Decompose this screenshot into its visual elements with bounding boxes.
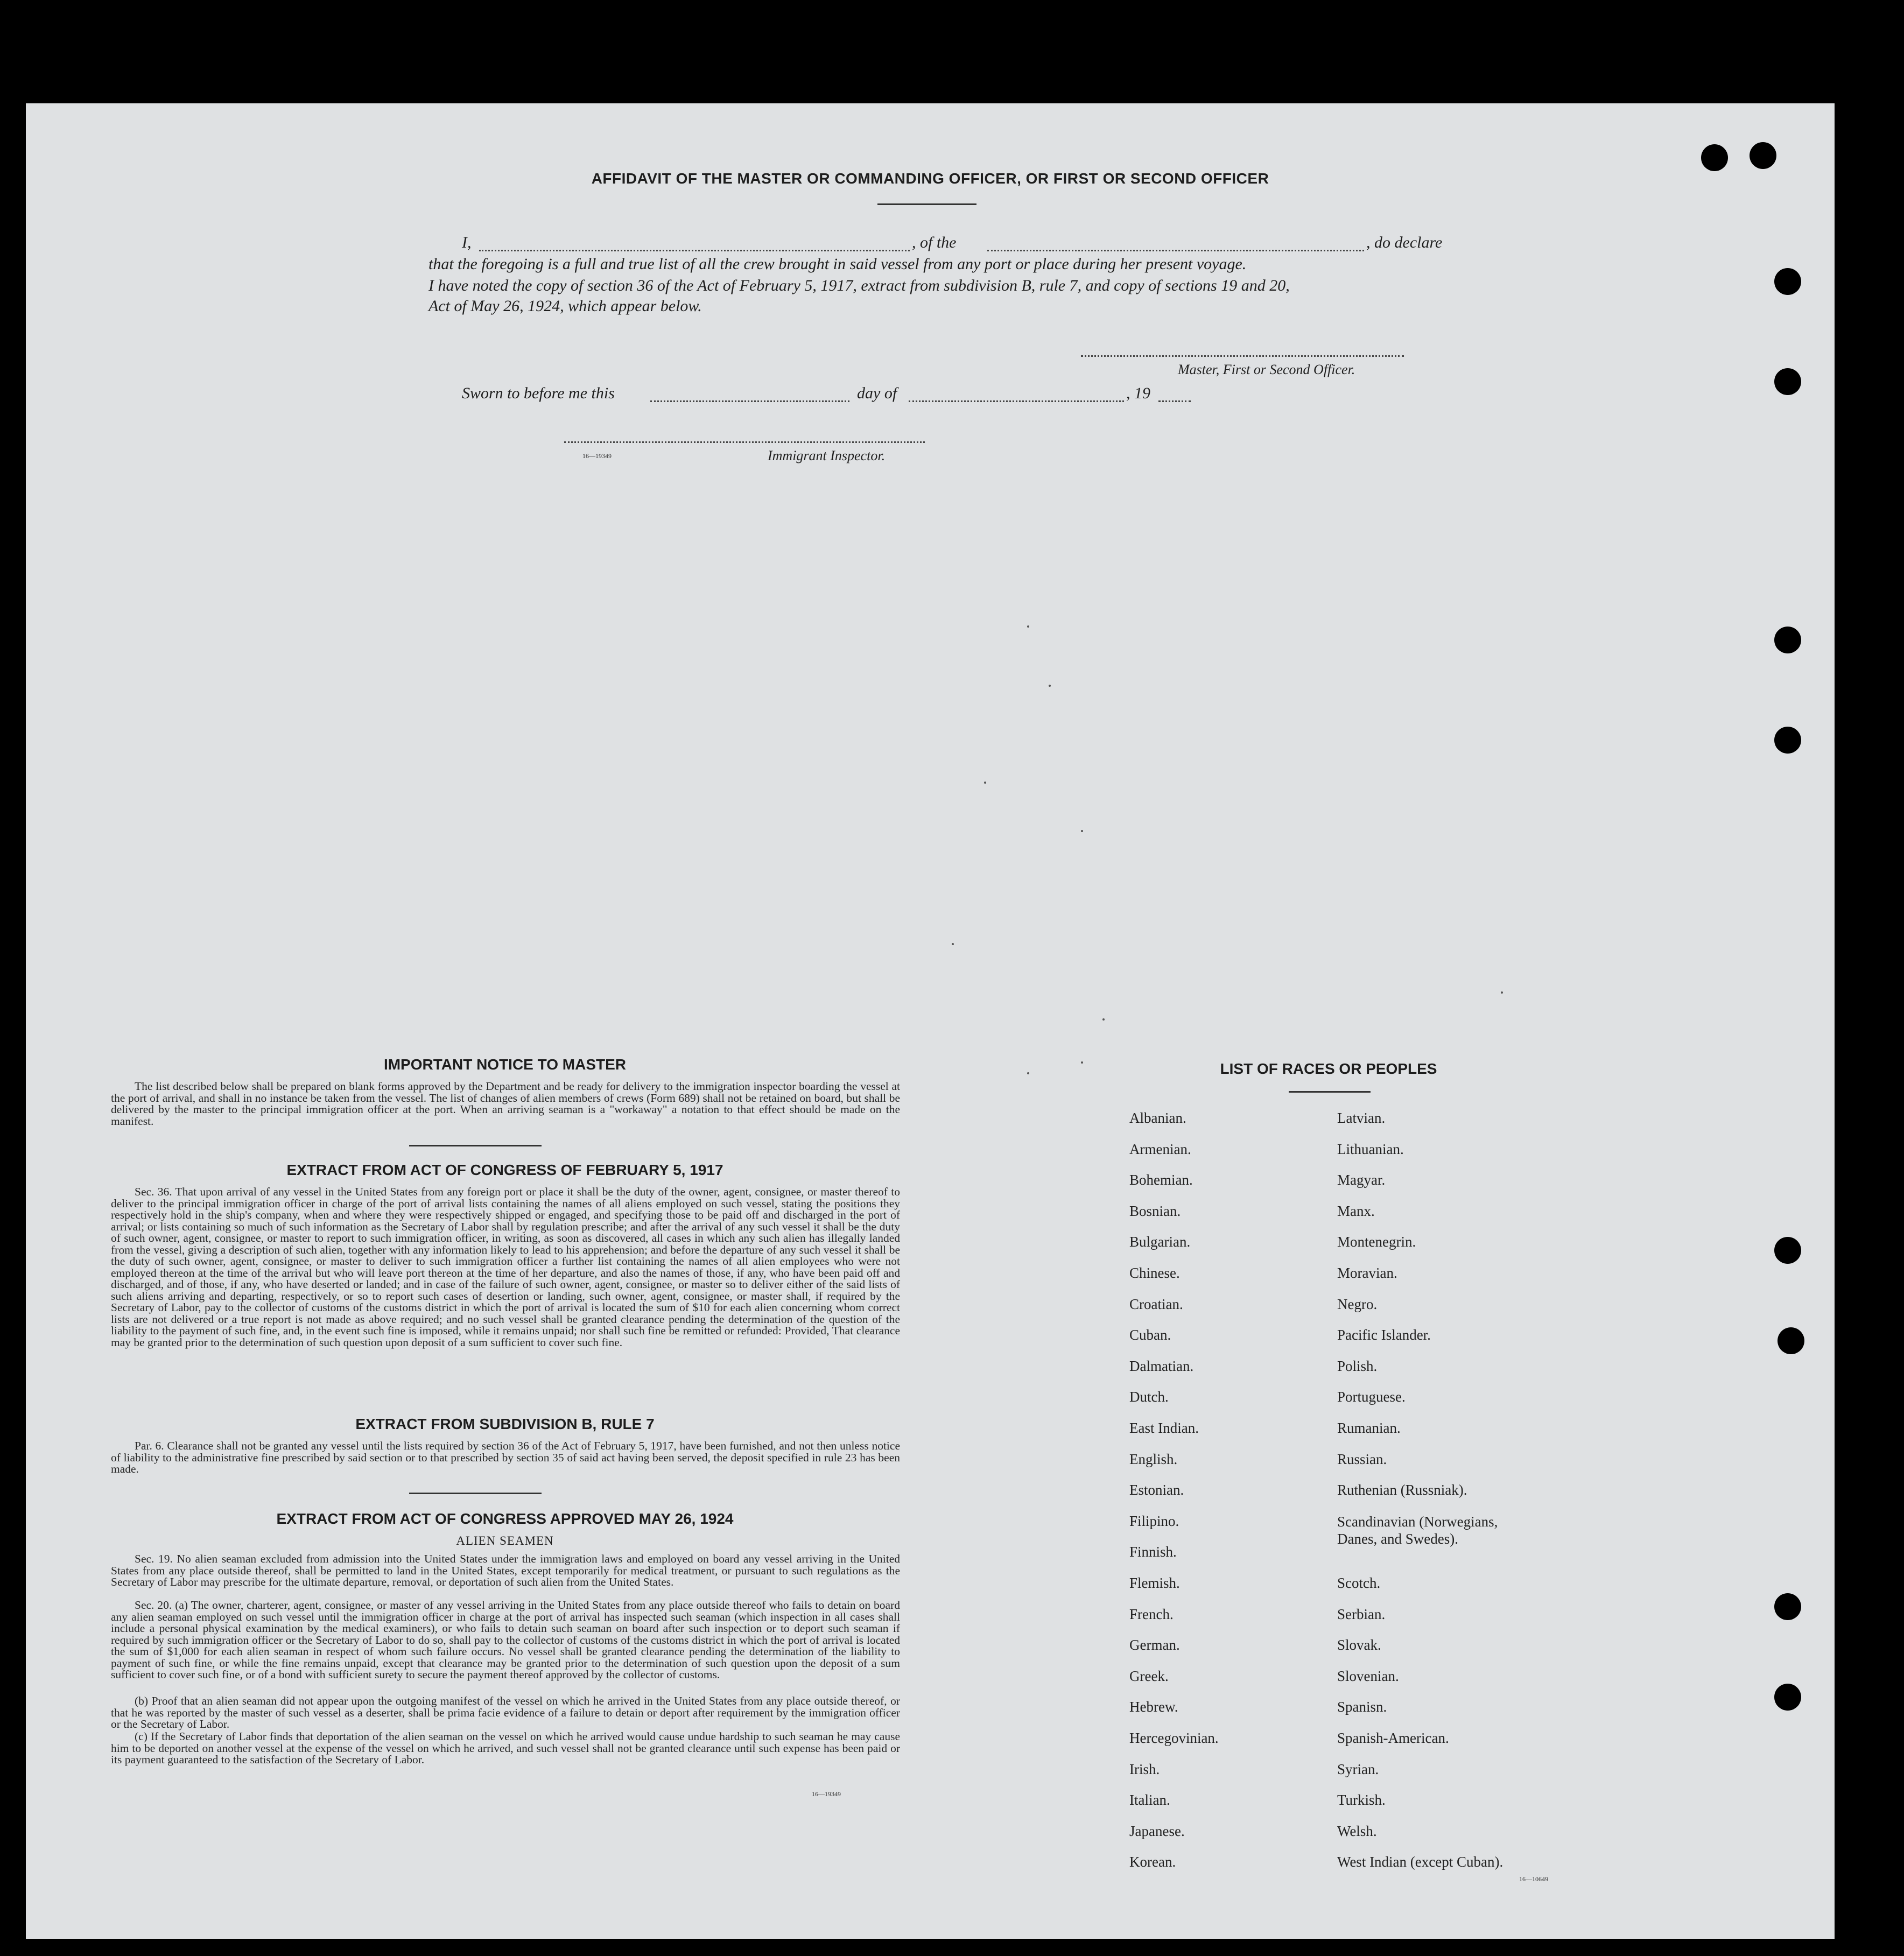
- extract-form-number: 16—19349: [812, 1790, 841, 1798]
- race-item: Hebrew.: [1129, 1699, 1178, 1715]
- alien-seamen-subtitle: ALIEN SEAMEN: [456, 1534, 554, 1547]
- affidavit-form-number: 16—19349: [582, 452, 612, 460]
- subdivision-divider: [409, 1493, 542, 1494]
- race-item: Latvian.: [1337, 1110, 1386, 1126]
- section-20c-text: (c) If the Secretary of Labor finds that deportation of the alien seaman on the vessel on which he arrived would cause undue hardship to such seaman he may cause him to be deported on another vessel at the expense of the vessel on which he arrived, and such vessel shall not be granted clearance until such expense has been paid or its payment guaranteed to the satisfaction of the Secretary of Labor.: [111, 1730, 900, 1766]
- races-divider: [1289, 1091, 1371, 1093]
- race-item: French.: [1129, 1606, 1174, 1622]
- form-page: [26, 103, 1835, 1939]
- race-item: Ruthenian (Russniak).: [1337, 1482, 1467, 1498]
- binder-hole: [1777, 1327, 1804, 1354]
- race-item: Albanian.: [1129, 1110, 1186, 1126]
- speck: [1027, 625, 1029, 628]
- title-divider: [877, 203, 976, 205]
- race-item: Welsh.: [1337, 1823, 1377, 1839]
- affidavit-title: AFFIDAVIT OF THE MASTER OR COMMANDING OFFICER, OR FIRST OR SECOND OFFICER: [591, 170, 1269, 187]
- binder-hole: [1774, 1237, 1801, 1264]
- speck: [1081, 830, 1083, 832]
- binder-hole: [1774, 1684, 1801, 1711]
- binder-hole: [1774, 368, 1801, 395]
- master-caption: Master, First or Second Officer.: [1178, 362, 1355, 377]
- race-item: Negro.: [1337, 1296, 1378, 1312]
- notice-divider: [409, 1145, 542, 1146]
- race-item: Pacific Islander.: [1337, 1327, 1431, 1343]
- binder-hole: [1701, 144, 1728, 171]
- binder-hole: [1774, 1593, 1801, 1620]
- master-signature-field[interactable]: [1081, 355, 1404, 357]
- race-item: Filipino.: [1129, 1513, 1179, 1529]
- race-item: Russian.: [1337, 1451, 1387, 1467]
- do-declare-label: , do declare: [1366, 234, 1443, 251]
- notice-title: IMPORTANT NOTICE TO MASTER: [383, 1056, 627, 1073]
- race-item: Armenian.: [1129, 1141, 1191, 1157]
- race-item: Hercegovinian.: [1129, 1730, 1219, 1746]
- binder-hole: [1774, 627, 1801, 653]
- race-item: Portuguese.: [1337, 1389, 1406, 1405]
- section-20b-text: (b) Proof that an alien seaman did not appear upon the outgoing manifest of the vessel on which he arrived in the United States from any place outside thereof, or that he was reported by the master of such vessel as a deserter, shall be prima facie evidence of a failure to detain or deport after requirement by the immigration officer or the Secretary of Labor.: [111, 1694, 900, 1730]
- race-item: Polish.: [1337, 1358, 1378, 1374]
- declaration-line-1: that the foregoing is a full and true list of all the crew brought in said vessel from any port or place during her present voyage.: [428, 255, 1247, 273]
- race-item: Syrian.: [1337, 1761, 1379, 1777]
- of-the-label: , of the: [912, 234, 957, 251]
- race-item: Estonian.: [1129, 1482, 1184, 1498]
- race-item: Dalmatian.: [1129, 1358, 1194, 1374]
- race-item: German.: [1129, 1637, 1180, 1653]
- speck: [984, 782, 986, 784]
- speck: [1027, 1072, 1029, 1074]
- binder-hole: [1774, 268, 1801, 295]
- race-item: Japanese.: [1129, 1823, 1185, 1839]
- speck: [1081, 1061, 1083, 1064]
- race-item: Chinese.: [1129, 1265, 1180, 1281]
- extract-1917-title: EXTRACT FROM ACT OF CONGRESS OF FEBRUARY 5, 1917: [286, 1162, 723, 1178]
- vessel-name-field[interactable]: [987, 250, 1364, 251]
- declaration-line-2: I have noted the copy of section 36 of the Act of February 5, 1917, extract from subdivision B, rule 7, and copy of sections 19 and 20,: [428, 277, 1290, 294]
- sworn-month-field[interactable]: [909, 400, 1124, 402]
- race-item: Spanish-American.: [1337, 1730, 1449, 1746]
- race-item: East Indian.: [1129, 1420, 1199, 1436]
- race-item: Finnish.: [1129, 1544, 1177, 1560]
- declaration-line-3: Act of May 26, 1924, which appear below.: [428, 297, 702, 315]
- speck: [1102, 1018, 1105, 1021]
- race-item: Croatian.: [1129, 1296, 1183, 1312]
- notice-body: The list described below shall be prepared on blank forms approved by the Department and be ready for delivery to the immigration inspector boarding the vessel at the port of arrival, and shall in no instance be taken from the vessel. The list of changes of alien members of crews (Form 689) shall not be retained on board, but shall be delivered by the master to the principal immigration officer at the port. When an arriving seaman is a "workaway" a notation to that effect should be made on the manifest.: [111, 1080, 900, 1128]
- race-item: Bosnian.: [1129, 1203, 1181, 1219]
- day-of-label: day of: [857, 384, 897, 402]
- race-item: Magyar.: [1337, 1172, 1386, 1188]
- races-form-number: 16—10649: [1519, 1875, 1548, 1883]
- race-item: Irish.: [1129, 1761, 1160, 1777]
- race-item: Montenegrin.: [1337, 1234, 1416, 1250]
- speck: [1049, 685, 1051, 687]
- speck: [1501, 991, 1503, 994]
- subdivision-b-body: Par. 6. Clearance shall not be granted any vessel until the lists required by section 36 of the Act of February 5, 1917, have been furnished, and not then unless notice of liability to the administrative fine prescribed by said section or to that prescribed by section 35 of said act having been served, the deposit specified in rule 23 has been made.: [111, 1439, 900, 1475]
- race-item: Rumanian.: [1337, 1420, 1401, 1436]
- declarant-name-field[interactable]: [479, 250, 910, 251]
- race-item: Lithuanian.: [1337, 1141, 1404, 1157]
- binder-hole: [1750, 142, 1776, 169]
- year-label: , 19: [1126, 384, 1150, 402]
- race-item: Manx.: [1337, 1203, 1375, 1219]
- race-item: Scandinavian (Norwegians, Danes, and Swedes).: [1337, 1514, 1498, 1547]
- extract-1917-body: Sec. 36. That upon arrival of any vessel in the United States from any foreign port or place it shall be the duty of the owner, agent, consignee, or master thereof to deliver to the principal immigration officer in charge of the port of arrival lists containing the names of all aliens employed on such vessel, stating the positions they respectively hold in the ship's company, when and where they were respectively shipped or engaged, and specifying those to be paid off and discharged in the port of arrival; or lists containing so much of such information as the Secretary of Labor shall by regulation prescribe; and after the arrival of any such vessel it shall be the duty of such owner, agent, consignee, or master to report to such immigration officer, in writing, as soon as discovered, all cases in which any such alien has illegally landed from the vessel, giving a description of such alien, together with any information likely to lead to his apprehension; and before the departure of any such vessel it shall be the duty of such owner, agent, consignee, or master to deliver to such immigration officer a further list containing the names of all alien employees who were not employed thereon at the time of the arrival but who will leave port thereon at the time of her departure, and also the names of those, if any, who have been paid off and discharged, and of those, if any, who have deserted or landed; and in case of the failure of such owner, agent, consignee, or master so to deliver either of the said lists of such aliens arriving and departing, respectively, or so to report such cases of desertion or landing, such owner, agent, consignee, or master shall, if required by the Secretary of Labor, pay to the collector of customs of the customs district in which the port of arrival is located the sum of $10 for each alien concerning whom correct lists are not delivered or a true report is not made as above required; and no such vessel shall be granted clearance pending the determination of the question of the liability to the payment of such fine, and, in the event such fine is imposed, while it remains unpaid; nor shall such fine be remitted or refunded: Provided, That clearance may be granted prior to the determination of such question upon deposit of a sum sufficient to cover such fine.: [111, 1185, 900, 1349]
- race-item: Greek.: [1129, 1668, 1169, 1684]
- race-item: Serbian.: [1337, 1606, 1386, 1622]
- race-item: Spanisn.: [1337, 1699, 1387, 1715]
- section-19-text: Sec. 19. No alien seaman excluded from admission into the United States under the immigration laws and employed on board any vessel arriving in the United States from any place outside thereof, shall be permitted to land in the United States, except temporarily for medical treatment, or pursuant to such regulations as the Secretary of Labor may prescribe for the ultimate departure, removal, or deportation of such alien from the United States.: [111, 1552, 900, 1588]
- race-item: Korean.: [1129, 1854, 1176, 1870]
- section-20a-text: Sec. 20. (a) The owner, charterer, agent, consignee, or master of any vessel arriving in the United States from any place outside thereof who fails to detain on board any alien seaman employed on such vessel until the immigration officer in charge at the port of arrival has inspected such seaman (which inspection in all cases shall include a personal physical examination by the medical examiners), or who fails to detain such seaman on board after such inspection or to deport such seaman if required by such immigration officer or the Secretary of Labor to do so, shall pay to the collector of customs of the customs district in which the port of arrival is located the sum of $1,000 for each alien seaman in respect of whom such failure occurs. No vessel shall be granted clearance pending the determination of the liability to payment of such fine, or while the fine remains unpaid, except that clearance may be granted prior to the determination of such question upon the deposit of a sum sufficient to cover such fine, or of a bond with sufficient surety to secure the payment thereof approved by the collector of customs.: [111, 1599, 900, 1681]
- sworn-label: Sworn to before me this: [462, 384, 615, 402]
- race-item: Flemish.: [1129, 1575, 1180, 1591]
- binder-hole: [1774, 727, 1801, 754]
- race-item: Slovak.: [1337, 1637, 1381, 1653]
- speck: [952, 943, 954, 945]
- race-item: West Indian (except Cuban).: [1337, 1854, 1503, 1870]
- inspector-signature-field[interactable]: [564, 441, 925, 443]
- race-item: Dutch.: [1129, 1389, 1169, 1405]
- race-item: Slovenian.: [1337, 1668, 1399, 1684]
- declarant-i-label: I,: [462, 234, 472, 251]
- race-item: Moravian.: [1337, 1265, 1397, 1281]
- race-item: Italian.: [1129, 1792, 1170, 1808]
- race-item: Bohemian.: [1129, 1172, 1193, 1188]
- race-item: English.: [1129, 1451, 1178, 1467]
- race-item: Scotch.: [1337, 1575, 1381, 1591]
- race-item: Bulgarian.: [1129, 1234, 1191, 1250]
- extract-1924-title: EXTRACT FROM ACT OF CONGRESS APPROVED MAY 26, 1924: [276, 1510, 734, 1527]
- race-item: Cuban.: [1129, 1327, 1171, 1343]
- subdivision-b-title: EXTRACT FROM SUBDIVISION B, RULE 7: [355, 1416, 655, 1432]
- race-item: Turkish.: [1337, 1792, 1386, 1808]
- races-title: LIST OF RACES OR PEOPLES: [1220, 1060, 1437, 1077]
- inspector-caption: Immigrant Inspector.: [768, 448, 886, 463]
- sworn-day-field[interactable]: [650, 400, 849, 402]
- sworn-year-field[interactable]: [1158, 400, 1191, 402]
